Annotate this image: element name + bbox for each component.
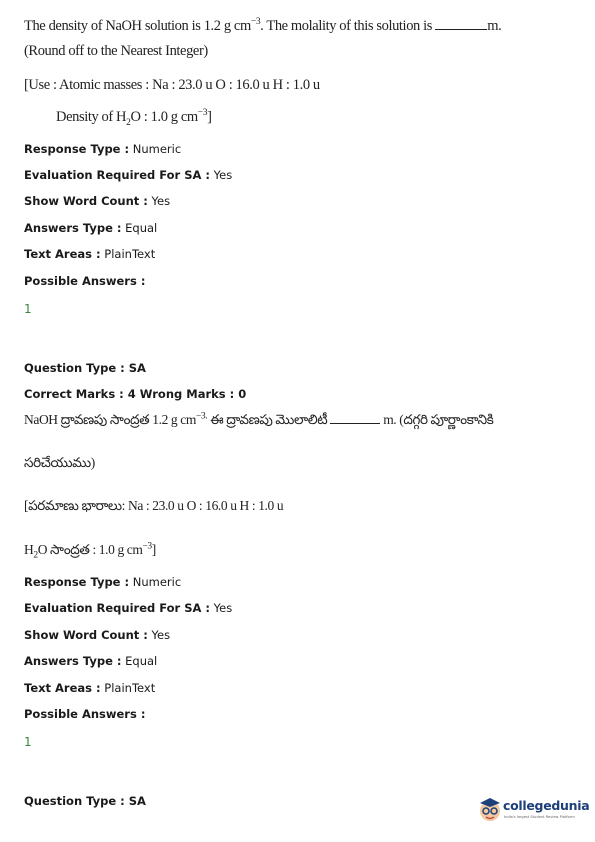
question-text-line bbox=[24, 498, 283, 517]
question-text: [Use : Atomic masses : Na : 23.0 u O : 16.0 u H : 1.0 u bbox=[24, 77, 320, 93]
question-text: (Round off to the Nearest Integer) bbox=[24, 43, 208, 59]
question-type: Question Type : SA bbox=[24, 361, 146, 375]
question-type: Question Type : SA bbox=[24, 794, 146, 808]
question-text: m. bbox=[487, 18, 502, 34]
question-text: The density of NaOH solution is 1.2 g cm bbox=[24, 18, 251, 34]
question-text-line bbox=[24, 43, 208, 60]
question-text: O : 1.0 g cm bbox=[130, 109, 198, 125]
superscript: −3 bbox=[250, 17, 261, 28]
question-text-line bbox=[24, 77, 320, 94]
answers-type: Answers Type : Equal bbox=[24, 221, 158, 235]
possible-answer-value: 1 bbox=[24, 735, 32, 749]
question-text: ఈ ద్రావణపు మొలాలిటీ bbox=[207, 412, 331, 427]
question-text: సరిచేయుము) bbox=[24, 455, 95, 470]
question-text-line bbox=[56, 109, 212, 126]
show-word-count: Show Word Count : Yes bbox=[24, 628, 171, 642]
question-text: [పరమాణు భారాలు: Na : 23.0 u O : 16.0 u H : 1.0 u bbox=[24, 498, 284, 513]
question-text: Density of H bbox=[56, 109, 127, 125]
marks: Correct Marks : 4 Wrong Marks : 0 bbox=[24, 387, 247, 401]
question-text: m. (దగ్గరి పూర్ణాంకానికి bbox=[380, 412, 494, 427]
question-text: H bbox=[24, 542, 34, 557]
mascot-icon bbox=[477, 795, 503, 825]
subscript: 2 bbox=[33, 550, 38, 561]
question-text: . The molality of this solution is bbox=[260, 18, 436, 34]
question-text: ] bbox=[151, 542, 156, 557]
question-text-line bbox=[24, 542, 156, 561]
superscript: −3. bbox=[195, 411, 208, 422]
question-text: O సాంద్రత : 1.0 g cm bbox=[37, 542, 143, 557]
possible-answers-label: Possible Answers : bbox=[24, 274, 146, 288]
text-areas: Text Areas : PlainText bbox=[24, 681, 156, 695]
question-text-line bbox=[24, 455, 95, 474]
question-text: NaOH ద్రావణపు సాంద్రత 1.2 g cm bbox=[24, 412, 196, 427]
evaluation-required: Evaluation Required For SA : Yes bbox=[24, 601, 233, 615]
text-areas: Text Areas : PlainText bbox=[24, 247, 156, 261]
question-text-line bbox=[24, 412, 493, 431]
logo-tagline: India's largest Student Review Platform bbox=[504, 815, 575, 819]
evaluation-required: Evaluation Required For SA : Yes bbox=[24, 168, 233, 182]
possible-answer-value: 1 bbox=[24, 302, 32, 316]
answer-blank bbox=[435, 28, 487, 30]
possible-answers-label: Possible Answers : bbox=[24, 707, 146, 721]
question-text: ] bbox=[207, 109, 212, 125]
response-type: Response Type : Numeric bbox=[24, 142, 182, 156]
superscript: −3 bbox=[197, 108, 208, 119]
show-word-count: Show Word Count : Yes bbox=[24, 194, 171, 208]
answers-type: Answers Type : Equal bbox=[24, 654, 158, 668]
superscript: −3 bbox=[142, 541, 152, 552]
subscript: 2 bbox=[126, 117, 131, 128]
logo-name: collegedunia bbox=[503, 798, 590, 813]
answer-blank bbox=[330, 422, 380, 424]
question-text-line bbox=[24, 18, 501, 35]
collegedunia-logo bbox=[477, 793, 592, 829]
response-type: Response Type : Numeric bbox=[24, 575, 182, 589]
